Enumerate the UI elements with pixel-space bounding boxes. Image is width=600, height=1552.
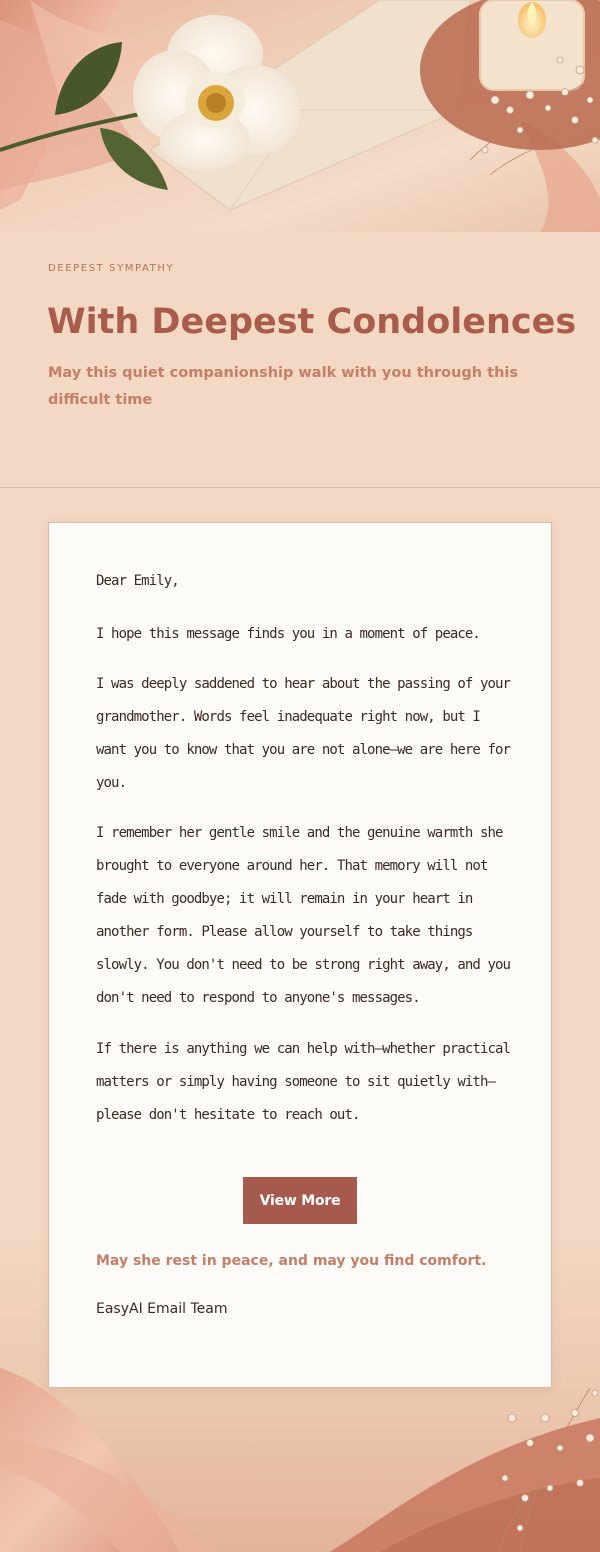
letter-card [48, 522, 552, 1388]
header-section [0, 232, 600, 488]
letter-paragraph: I was deeply saddened to hear about the passing of your grandmother. Words feel inadequate right now, but I want you to know that you are not alone—we are here for you. [96, 676, 511, 791]
eyebrow-label: DEEPEST SYMPATHY [48, 263, 175, 274]
letter-closing: May she rest in peace, and may you find comfort. [96, 1253, 487, 1269]
page-title: With Deepest Condolences [47, 302, 577, 342]
hero-illustration [0, 0, 600, 232]
letter-paragraph: I hope this message finds you in a moment of peace. [96, 626, 480, 642]
letter-signature: EasyAI Email Team [96, 1301, 228, 1317]
view-more-button[interactable]: View More [243, 1177, 357, 1224]
letter-greeting: Dear Emily, [96, 573, 179, 589]
page-subtitle: May this quiet companionship walk with you through this difficult time [48, 365, 519, 408]
candle-icon [420, 0, 600, 150]
letter-paragraph: If there is anything we can help with—whether practical matters or simply having someone to sit quietly with—please don't hesitate to reach out. [96, 1041, 511, 1123]
letter-paragraph: I remember her gentle smile and the genuine warmth she brought to everyone around her. That memory will not fade with goodbye; it will remain in your heart in another form. Please allow yourself to take things slowly. You don't need to be strong right away, and you don't need to respond to anyone's messages. [96, 825, 511, 1006]
hero-banner [0, 0, 600, 232]
